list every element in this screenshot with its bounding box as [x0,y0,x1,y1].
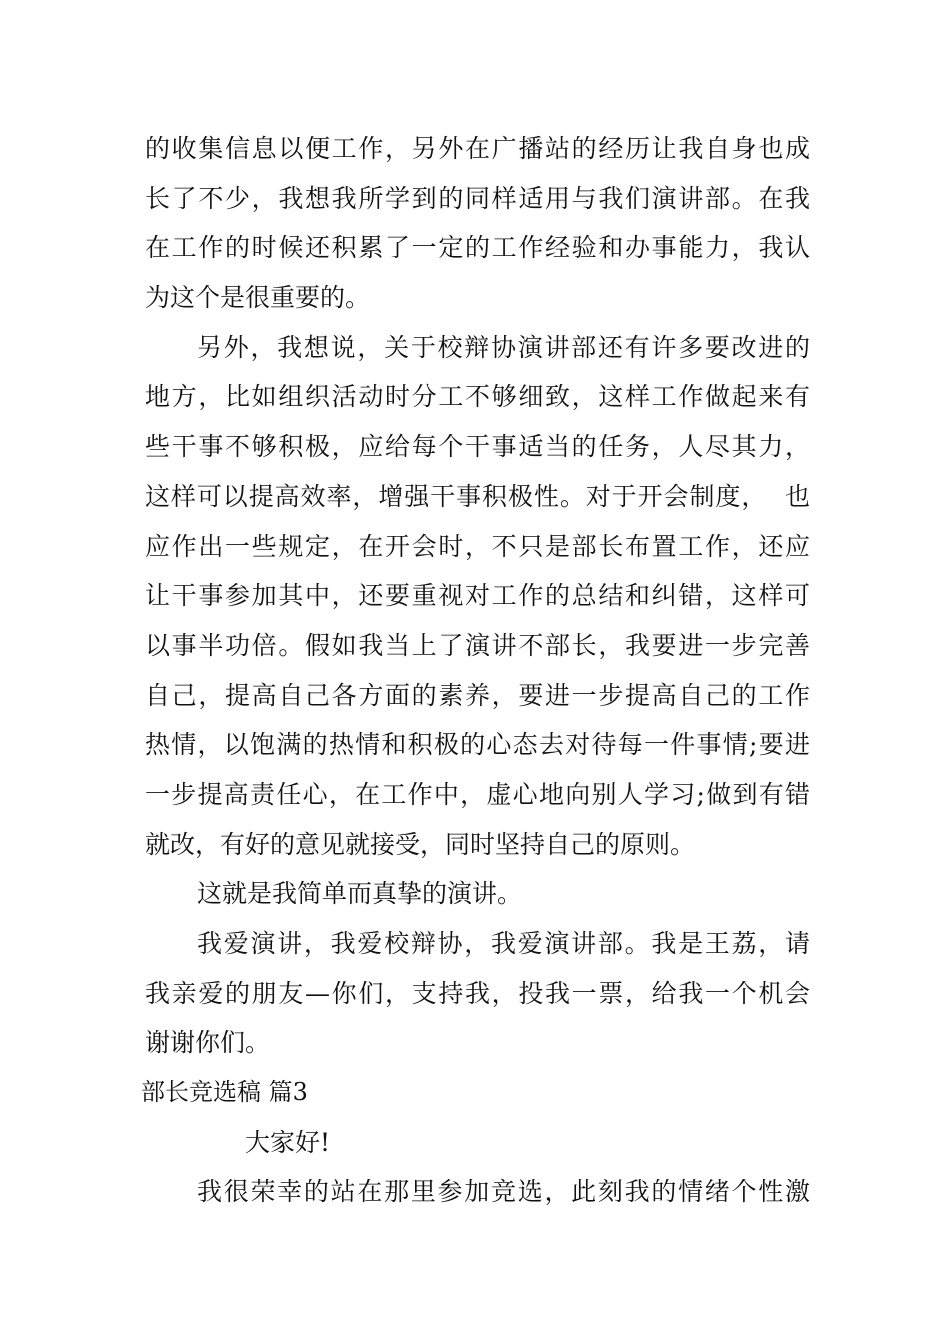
greeting-line: 大家好! [245,1127,331,1157]
text-line: 谢谢你们。 [145,1028,271,1058]
section-heading: 部长竞选稿 篇3 [141,1078,308,1107]
paragraph [145,869,810,919]
text-line: 我爱演讲，我爱校辩协，我爱演讲部。我是王荔，请 [197,929,810,958]
document-body [141,124,810,1217]
text-line: 长了不少，我想我所学到的同样适用与我们演讲部。在我 [145,183,810,213]
text-line: 这样可以提高效率，增强干事积极性。对于开会制度， 也 [145,481,810,511]
text-line: 应作出一些规定，在开会时，不只是部长布置工作，还应 [145,531,810,561]
text-line: 在工作的时候还积累了一定的工作经验和办事能力，我认 [145,233,810,263]
text-line: 地方，比如组织活动时分工不够细致，这样工作做起来有 [145,382,810,412]
text-line: 我很荣幸的站在那里参加竞选，此刻我的情绪个性激 [197,1177,810,1207]
paragraph [145,323,810,870]
text-line: 我亲爱的朋友—你们，支持我，投我一票，给我一个机会 [145,978,810,1008]
text-line: 以事半功倍。假如我当上了演讲不部长，我要进一步完善 [145,630,810,660]
text-line: 就改，有好的意见就接受，同时坚持自己的原则。 [145,829,696,859]
text-line: 另外，我想说，关于校辩协演讲部还有许多要改进的 [197,332,810,362]
paragraph [145,919,810,1068]
text-line: 自己，提高自己各方面的素养，要进一步提高自己的工作 [145,680,810,710]
paragraph [145,124,810,323]
text-line: 一步提高责任心，在工作中，虚心地向别人学习;做到有错 [145,779,810,809]
text-line: 为这个是很重要的。 [145,283,371,313]
text-line: 的收集信息以便工作，另外在广播站的经历让我自身也成 [145,134,810,163]
text-line: 热情，以饱满的热情和积极的心态去对待每一件事情;要进 [145,730,810,760]
text-line: 这就是我简单而真挚的演讲。 [197,879,523,909]
text-line: 让干事参加其中，还要重视对工作的总结和纠错，这样可 [145,581,810,611]
text-line: 些干事不够积极，应给每个干事适当的任务，人尽其力， [145,432,810,462]
paragraph [145,1167,810,1217]
